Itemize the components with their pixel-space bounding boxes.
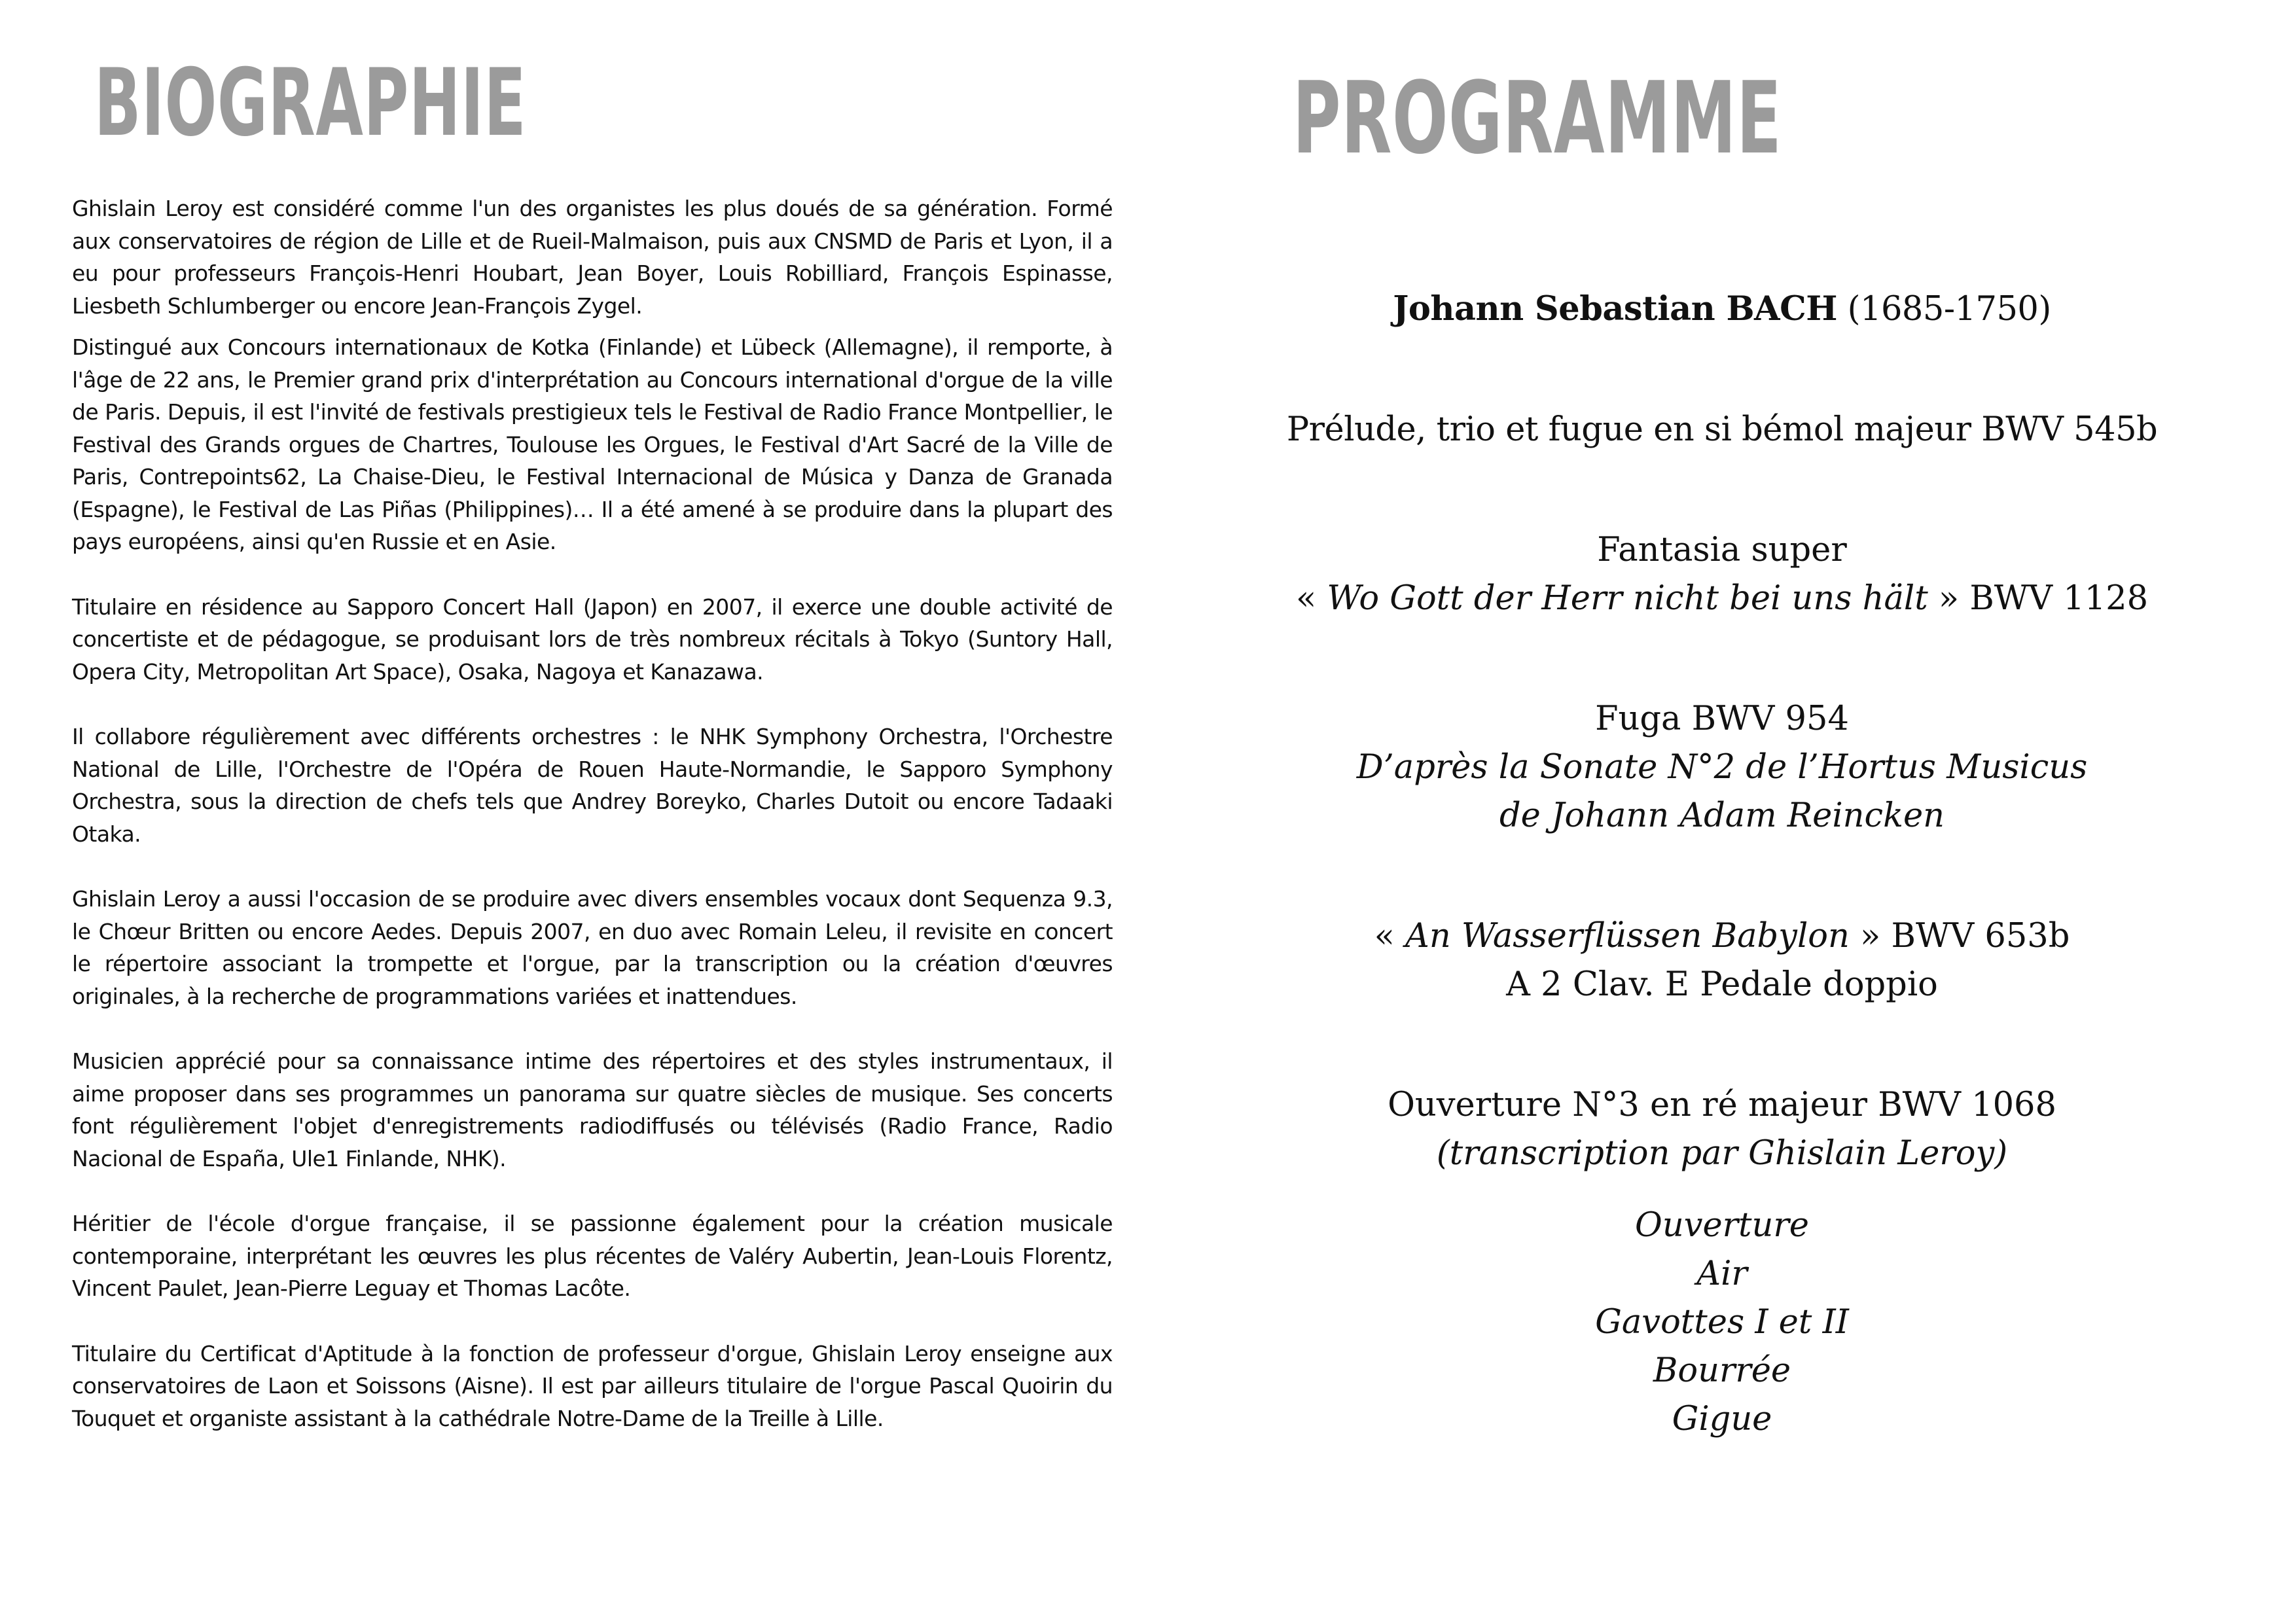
open-quote: «: [1374, 917, 1405, 955]
work-item: [1148, 1081, 2296, 1178]
catalogue-number: » BWV 653b: [1849, 917, 2070, 955]
catalogue-number: » BWV 1128: [1928, 579, 2149, 618]
programme-list: [1148, 285, 2296, 1444]
work-title: Fantasia super: [1597, 531, 1847, 569]
work-subtitle: A 2 Clav. E Pedale doppio: [1506, 965, 1938, 1004]
work-title: [1148, 912, 2296, 961]
biography-title: BIOGRAPHIE: [94, 49, 527, 157]
movement-item: Gigue: [1672, 1400, 1772, 1438]
chorale-title: Wo Gott der Herr nicht bei uns hält: [1327, 579, 1928, 618]
work-note: D’après la Sonate N°2 de l’Hortus Musicus: [1356, 748, 2088, 787]
programme-title: PROGRAMME: [1293, 60, 1782, 176]
work-title: Fuga BWV 954: [1595, 700, 1849, 738]
movement-list: [1148, 1202, 2296, 1444]
biography-paragraph-1: Ghislain Leroy est considéré comme l'un des organistes les plus doués de sa génération. Formé aux conservatoires de région de Lille et de Rueil-Malmaison, puis aux CNSMD de Paris et Lyon, il a eu pour professeurs François-Henri Houbart, Jean Boyer, Louis Robilliard, François Espinasse, Liesbeth Schlumberger ou encore Jean-François Zygel.: [72, 196, 1113, 319]
biography-text: [72, 192, 1113, 1435]
work-item: [1148, 526, 2296, 623]
biography-paragraph-5: Ghislain Leroy a aussi l'occasion de se produire avec divers ensembles vocaux dont Sequenza 9.3, le Chœur Britten ou encore Aedes. Depuis 2007, en duo avec Romain Leleu, il revisite en concert le répertoire associant la trompette et l'orgue, par la transcription ou la création d'œuvres originales, à la recherche de programmations variées et inattendues.: [72, 886, 1113, 1009]
work-item: [1148, 695, 2296, 840]
movement-item: Air: [1696, 1255, 1748, 1293]
work-title: Prélude, trio et fugue en si bémol majeur BWV 545b: [1286, 410, 2158, 449]
open-quote: «: [1295, 579, 1327, 618]
work-note: (transcription par Ghislain Leroy): [1436, 1134, 2008, 1173]
work-note: de Johann Adam Reincken: [1499, 796, 1945, 835]
biography-paragraph-7: Héritier de l'école d'orgue française, il se passionne également pour la création musicale contemporaine, interprétant les œuvres les plus récentes de Valéry Aubertin, Jean-Louis Florentz, Vincent Paulet, Jean-Pierre Leguay et Thomas Lacôte.: [72, 1211, 1113, 1301]
programme-panel: [1148, 0, 2296, 1623]
biography-paragraph-6: Musicien apprécié pour sa connaissance intime des répertoires et des styles instrumentaux, il aime proposer dans ses programmes un panorama sur quatre siècles de musique. Ses concerts font régulièrement l'objet d'enregistrements radiodiffusés ou télévisés (Radio France, Radio Nacional de España, Ule1 Finlande, NHK).: [72, 1048, 1113, 1171]
work-item: [1148, 406, 2296, 454]
work-title: Ouverture N°3 en ré majeur BWV 1068: [1388, 1086, 2056, 1124]
composer-name: Johann Sebastian BACH: [1393, 289, 1837, 329]
movement-item: Gavottes I et II: [1595, 1303, 1849, 1342]
biography-paragraph-8: Titulaire du Certificat d'Aptitude à la fonction de professeur d'orgue, Ghislain Leroy enseigne aux conservatoires de Laon et Soissons (Aisne). Il est par ailleurs titulaire de l'orgue Pascal Quoirin du Touquet et organiste assistant à la cathédrale Notre-Dame de la Treille à Lille.: [72, 1340, 1113, 1431]
movement-item: Bourrée: [1653, 1351, 1791, 1390]
work-item: [1148, 912, 2296, 1009]
biography-paragraph-3: Titulaire en résidence au Sapporo Concert Hall (Japon) en 2007, il exerce une double activité de concertiste et de pédagogue, se produisant lors de très nombreux récitals à Tokyo (Suntory Hall, Opera City, Metropolitan Art Space), Osaka, Nagoya et Kanazawa.: [72, 594, 1113, 685]
movement-item: Ouverture: [1635, 1206, 1809, 1245]
chorale-title: An Wasserflüssen Babylon: [1405, 917, 1850, 955]
biography-paragraph-4: Il collabore régulièrement avec différents orchestres : le NHK Symphony Orchestra, l'Orchestre National de Lille, l'Orchestre de l'Opéra de Rouen Haute-Normandie, le Sapporo Symphony Orchestra, sous la direction de chefs tels que Andrey Boreyko, Charles Dutoit ou encore Tadaaki Otaka.: [72, 724, 1113, 847]
work-subtitle: [1148, 575, 2296, 623]
biography-paragraph-2: Distingué aux Concours internationaux de Kotka (Finlande) et Lübeck (Allemagne), il remporte, à l'âge de 22 ans, le Premier grand prix d'interprétation au Concours international d'orgue de la ville de Paris. Depuis, il est l'invité de festivals prestigieux tels le Festival de Radio France Montpellier, le Festival des Grands orgues de Chartres, Toulouse les Orgues, le Festival d'Art Sacré de la Ville de Paris, Contrepoints62, La Chaise-Dieu, le Festival Internacional de Música y Danza de Granada (Espagne), le Festival de Las Piñas (Philippines)… Il a été amené à se produire dans la plupart des pays européens, ainsi qu'en Russie et en Asie.: [72, 334, 1113, 554]
composer-dates: (1685-1750): [1847, 290, 2051, 329]
composer-line: [1148, 285, 2296, 334]
